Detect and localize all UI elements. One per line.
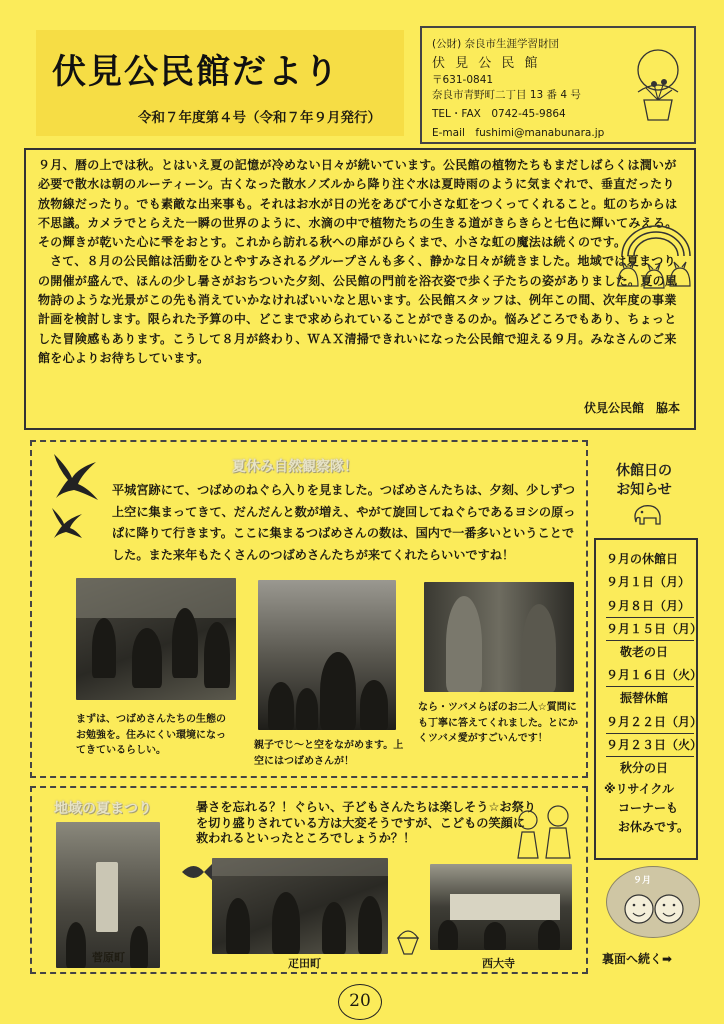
closed-day-4: ９月１６日（火） xyxy=(606,664,694,687)
message-paragraph-2: さて、８月の公民館は活動をひとやすみされるグループさんも多く、静かな日々が続きました。地域では夏まつりの開催が盛んで、ほんの少し暑さがおちついた夕刻、公民館の門前を浴衣姿で歩く子たちの姿がありました。夏の風物詩のような光景がこの先も消えていかなければいいなと思います。公民館スタッフは、例年この間、次年度の事業計画を検討します。限られた予算の中、どこまで求められていることができるのか。悩みどころでもあり、ちょっとした冒険感もあります。こうして８月が終わり、ＷＡＸ清掃できれいになった公民館で迎える９月。みなさんのご来館を心よりお待ちしています。 xyxy=(38,254,678,365)
closed-days-box xyxy=(594,538,703,860)
closed-title-line2: お知らせ xyxy=(616,482,672,498)
org-foundation: (公財) 奈良市生涯学習財団 xyxy=(432,38,560,50)
greeting-message-box xyxy=(24,148,696,430)
smiling-faces-icon xyxy=(621,885,687,931)
page-title: 伏見公民館だより xyxy=(52,52,340,92)
label-hikita: 疋田町 xyxy=(288,957,321,970)
closed-note-2: 振替休館 xyxy=(620,691,669,706)
org-tel: TEL・FAX 0742-45-9864 xyxy=(432,108,566,120)
closed-note-1: 敬老の日 xyxy=(620,644,669,659)
closed-header: ９月の休館日 xyxy=(606,552,679,566)
photo-saidaiji-festival xyxy=(430,864,572,950)
photo-hikita-festival xyxy=(212,858,388,954)
elephant-icon xyxy=(630,500,664,528)
closed-day-5: ９月２２日（月） xyxy=(606,711,694,734)
issue-info: 令和７年度第４号（令和７年９月発行） xyxy=(138,110,381,126)
continue-next-page: 裏面へ続く➡ xyxy=(602,952,673,966)
festival-title: 地域の夏まつり xyxy=(54,801,152,817)
label-saidaiji: 西大寺 xyxy=(482,957,515,970)
recycle-note xyxy=(604,780,689,837)
org-name: 伏 見 公 民 館 xyxy=(432,56,541,71)
photo-sugawara-festival xyxy=(56,822,160,968)
photo-watching-sky xyxy=(258,580,396,730)
summer-festival-section xyxy=(30,786,588,974)
photo-study-session xyxy=(76,578,236,700)
closed-note-3: 秋分の日 xyxy=(620,760,669,775)
pot-plant-logo-icon xyxy=(624,44,688,126)
closed-days-title xyxy=(604,462,684,500)
caption-lecturers: なら・ツバメらぼのお二人☆質問にも丁寧に答えてくれました。とにかくツバメ愛がすごいんです！ xyxy=(418,702,578,744)
closed-title-line1: 休館日の xyxy=(616,463,672,479)
organization-box xyxy=(420,26,696,144)
photo-lecturers xyxy=(424,582,574,692)
children-yukata-icon xyxy=(506,800,582,860)
goldfish-icon xyxy=(176,852,216,892)
org-postal: 〒631-0841 xyxy=(432,74,494,86)
shaved-ice-icon xyxy=(394,924,422,958)
caption-study: まずは、つばめさんたちの生態のお勉強を。住みにくい環境になってきているらしい。 xyxy=(76,714,226,756)
label-sugawara: 菅原町 xyxy=(92,951,125,964)
swallow-icon xyxy=(48,448,102,544)
badge-text: ９月 xyxy=(633,876,652,886)
faces-badge xyxy=(606,866,700,938)
rainbow-cats-icon xyxy=(614,222,698,292)
closed-day-2: ９月８日（月） xyxy=(606,595,694,618)
nature-text: 平城宮跡にて、つばめのねぐら入りを見ました。つばめさんたちは、夕刻、少しずつ上空に集まってきて、だんだんと数が増え、やがて旋回してねぐらであるヨシの原っぱに降りて行きます。ここに集まるつばめさんの数は、国内で一番多いということでした。また来年もたくさんのつばめさんたちが来てくれたらいいですね！ xyxy=(112,483,576,562)
org-email: E-mail fushimi@manabunara.jp xyxy=(432,127,605,139)
recycle-line-3: お休みです。 xyxy=(618,820,690,834)
signature: 伏見公民館 脇本 xyxy=(583,401,680,415)
closed-day-3: ９月１５日（月） xyxy=(606,618,694,641)
closed-day-1: ９月１日（月） xyxy=(606,575,691,590)
nature-title: 夏休み自然観察隊！ xyxy=(232,459,358,475)
closed-day-6: ９月２３日（火） xyxy=(606,734,694,757)
recycle-line-1: ※リサイクル xyxy=(604,782,674,796)
message-paragraph-1: ９月、暦の上では秋。とはいえ夏の記憶が冷めない日々が続いています。公民館の植物たちもまだしばらくは潤いが必要で散水は朝のルーティーン。古くなった散水ノズルから降り注ぐ水は夏時雨のように気まぐれで、垂直だったり放物線だったり。でも素敵な出来事も。それはお水が日の光をあびて小さな虹をつくってくれること。虹のちからは不思議。カメラでとらえた一瞬の世界のように、水滴の中で植物たちの生きる道がきらきらと七色に輝いてみえる。その輝きが乾いた心に雫をおとす。これから訪れる秋への扉がひらくまで、小さな虹の魔法は続くのです。 xyxy=(38,158,678,250)
festival-text: 暑さを忘れる？！ぐらい、子どもさんたちは楽しそう☆お祭りを切り盛りされている方は大変そうですが、こどもの笑顔に救われるといったところでしょうか？！ xyxy=(196,800,536,845)
org-address: 奈良市青野町二丁目 13 番 4 号 xyxy=(432,89,581,101)
caption-sky: 親子でじ～と空をながめます。上空にはつばめさんが！ xyxy=(254,740,404,767)
nature-observation-section xyxy=(30,440,588,778)
page-number: 20 xyxy=(338,984,382,1020)
recycle-line-2: コーナーも xyxy=(618,801,679,815)
